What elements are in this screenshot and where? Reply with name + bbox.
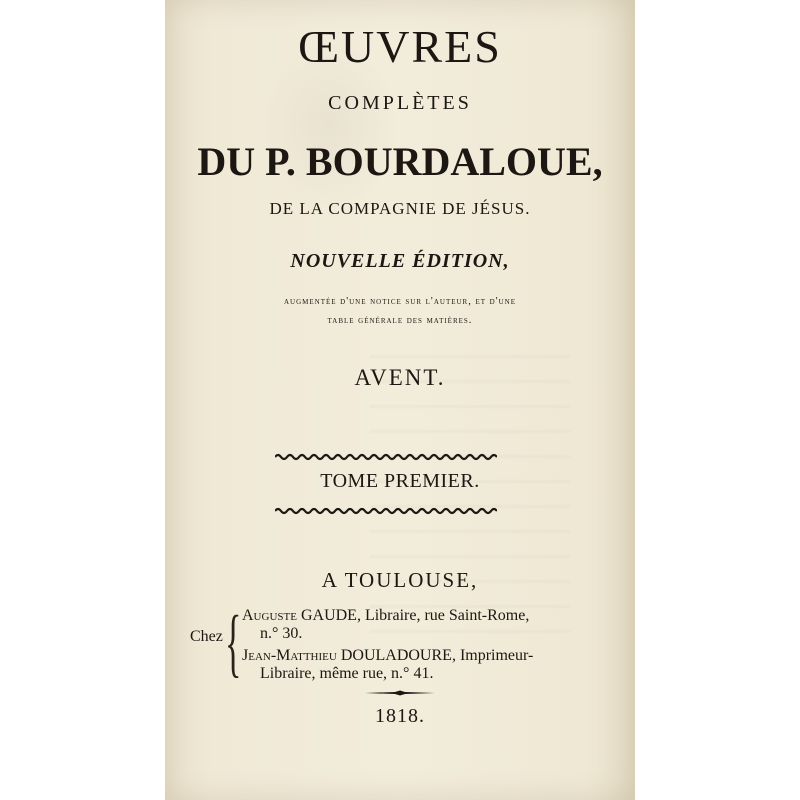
brace-symbol: { [225,601,242,685]
author-name: DU P. BOURDALOUE, [197,139,603,184]
volume-label: TOME PREMIER. [320,470,480,492]
publisher1-surname: GAUDE [300,607,357,624]
ornamental-rule [365,690,435,696]
publisher2-profession: , Imprimeur- [451,647,534,664]
wavy-rule-bottom [275,506,497,516]
author-affiliation: DE LA COMPAGNIE DE JÉSUS. [269,199,531,218]
title-main: ŒUVRES [298,21,502,72]
publisher2-first-name: Jean-Matthieu [242,647,337,664]
wavy-rule-top [275,452,497,462]
edition-label: NOUVELLE ÉDITION, [290,250,510,272]
title-subtitle: COMPLÈTES [328,92,472,114]
publisher1-line [242,607,529,625]
edition-note-line1: augmentée d'une notice sur l'auteur, et d'une [284,296,516,307]
publisher2-surname: DOULADOURE [340,647,452,664]
title-page [165,0,635,800]
publisher2-address: Libraire, même rue, n.° 41. [260,665,434,682]
imprint-chez: Chez [190,628,223,645]
imprint-city: A TOULOUSE, [321,568,479,592]
edition-note-line2: table générale des matières. [327,315,473,326]
publisher1-first-name: Auguste [242,607,297,624]
publisher1-number: n.° 30. [260,625,303,642]
section-title: AVENT. [354,365,446,390]
publication-year: 1818. [375,705,425,727]
publisher2-line [242,647,533,665]
publisher1-address: , Libraire, rue Saint-Rome, [356,607,530,624]
